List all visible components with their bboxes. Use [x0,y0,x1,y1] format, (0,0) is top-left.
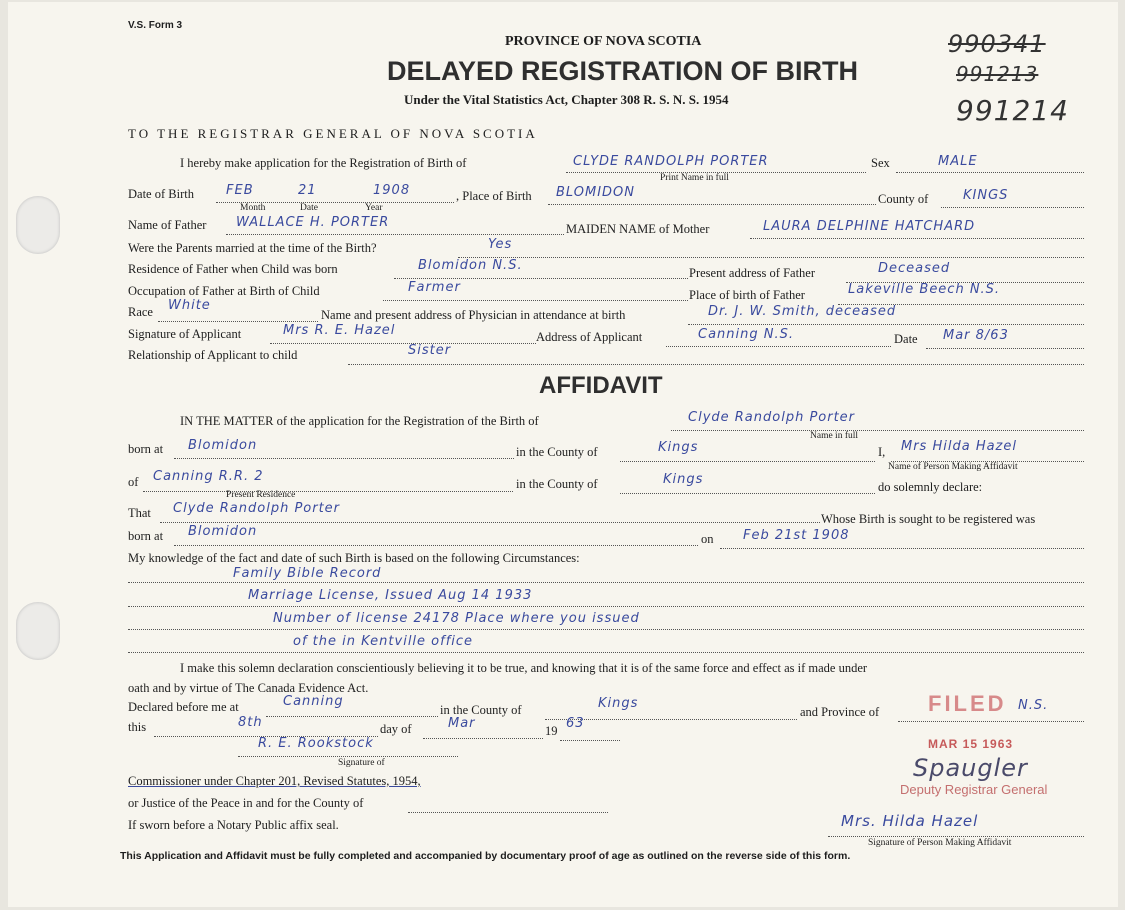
declared-province: N.S. [1018,698,1049,713]
day-of-label: day of [380,722,412,736]
residence-father-label: Residence of Father when Child was born [128,262,338,276]
punch-hole-bottom [16,602,60,660]
present-residence-note: Present Residence [226,490,296,500]
declaration-line-1: I make this solemn declaration conscientiously believing it to be true, and knowing that it is of the same force and effect as if made under [180,661,868,675]
punch-hole-top [16,196,60,254]
stamp-date: MAR 15 1963 [928,737,1014,751]
page-title: DELAYED REGISTRATION OF BIRTH [387,56,859,86]
applicant-address: Canning N.S. [698,327,794,342]
father-name: WALLACE H. PORTER [236,215,390,230]
whose-birth-label: Whose Birth is sought to be registered was [821,512,1036,526]
sig-person-note: Signature of Person Making Affidavit [868,838,1012,848]
apply-label: I hereby make application for the Registration of Birth of [180,156,467,170]
married-label: Were the Parents married at the time of the Birth? [128,241,377,255]
occupation-father-label: Occupation of Father at Birth of Child [128,284,320,298]
circumstance-1: Family Bible Record [233,566,382,581]
application-date: Mar 8/63 [943,328,1009,343]
deponent-signature: Mrs. Hilda Hazel [841,812,979,830]
mother-name: LAURA DELPHINE HATCHARD [763,219,976,234]
affidavit-born-at: Blomidon [188,438,258,453]
relationship-label: Relationship of Applicant to child [128,348,298,362]
declare-label: do solemnly declare: [878,480,983,494]
province-label: and Province of [800,705,880,719]
affidavit-born-at-2: Blomidon [188,524,258,539]
circumstance-4: of the in Kentville office [293,634,474,649]
present-father-label: Present address of Father [689,266,816,280]
signature-of-note: Signature of [338,758,385,768]
nineteen-label: 19 [545,724,558,738]
declared-day: 8th [238,715,263,730]
registration-number-crossed-2: 991213 [956,62,1039,86]
dob-label: Date of Birth [128,187,194,201]
matter-label: IN THE MATTER of the application for the Registration of the Birth of [180,414,539,428]
date-label: Date [894,332,918,346]
circumstance-2: Marriage License, Issued Aug 14 1933 [248,588,533,603]
declared-month: Mar [448,716,476,731]
form-page [8,2,1118,907]
mother-label: MAIDEN NAME of Mother [566,222,710,236]
residence-father: Blomidon N.S. [418,258,523,273]
addr-applicant-label: Address of Applicant [536,330,643,344]
registration-number-crossed-1: 990341 [948,30,1046,58]
affidavit-that-name: Clyde Randolph Porter [173,501,341,516]
this-label: this [128,720,147,734]
on-label: on [701,532,714,546]
race: White [168,298,211,313]
knowledge-label: My knowledge of the fact and date of such Birth is based on the following Circumstances: [128,551,580,565]
footer-note: This Application and Affidavit must be fully completed and accompanied by documentary proof of age as outlined on the reverse side of this form. [120,850,851,862]
dob-year: 1908 [373,183,411,198]
county-label-3: in the County of [440,703,522,717]
registration-number: 991214 [956,94,1069,127]
parents-married: Yes [488,237,513,252]
filed-stamp: FILED [928,691,1007,716]
addressee: TO THE REGISTRAR GENERAL OF NOVA SCOTIA [128,126,538,141]
deponent-name: Mrs Hilda Hazel [901,439,1017,454]
applicant-signature: Mrs R. E. Hazel [283,323,396,338]
child-name: CLYDE RANDOLPH PORTER [573,154,769,169]
that-label: That [128,506,151,520]
pob-father-label: Place of birth of Father [689,288,805,302]
affidavit-child-name: Clyde Randolph Porter [688,410,856,425]
born-at-label: born at [128,442,164,456]
declared-label: Declared before me at [128,700,239,714]
county: KINGS [963,188,1009,203]
date-note: Date [300,203,318,213]
deponent-residence: Canning R.R. 2 [153,469,264,484]
justice-label: or Justice of the Peace in and for the County of [128,796,364,810]
affidavit-county-2: Kings [663,472,704,487]
of-label: of [128,475,139,489]
dob-day: 21 [298,183,317,198]
circumstance-3: Number of license 24178 Place where you issued [273,611,640,626]
affidavit-title: AFFIDAVIT [539,372,663,399]
county-label-1: in the County of [516,445,598,459]
dob-month: FEB [226,183,254,198]
father-label: Name of Father [128,218,207,232]
province-heading: PROVINCE OF NOVA SCOTIA [505,34,702,49]
place-of-birth: BLOMIDON [556,185,636,200]
relationship: Sister [408,343,452,358]
affidavit-county-1: Kings [658,440,699,455]
i-label: I, [878,445,886,459]
physician: Dr. J. W. Smith, deceased [708,304,897,319]
notary-label: If sworn before a Notary Public affix seal. [128,818,339,832]
race-label: Race [128,305,153,319]
present-address-father: Deceased [878,261,951,276]
year-note: Year [365,203,383,213]
pob-father: Lakeville Beech N.S. [848,282,1001,297]
physician-label: Name and present address of Physician in attendance at birth [321,308,626,322]
sex-label: Sex [871,156,890,170]
month-note: Month [240,203,266,213]
commissioner-label: Commissioner under Chapter 201, Revised Statutes, 1954, [128,774,421,788]
form-number: V.S. Form 3 [128,20,183,31]
commissioner-signature: R. E. Rookstock [258,736,374,751]
county-label: County of [878,192,929,206]
page-subtitle: Under the Vital Statistics Act, Chapter 308 R. S. N. S. 1954 [404,92,729,107]
declaration-line-2: oath and by virtue of The Canada Evidence Act. [128,681,369,695]
declared-year: 63 [566,716,585,731]
declared-at: Canning [283,694,344,709]
affidavit-born-on: Feb 21st 1908 [743,528,850,543]
declared-county: Kings [598,696,639,711]
name-in-full-note: Name in full [810,431,859,441]
registrar-signature: Spaugler [913,754,1028,782]
county-label-2: in the County of [516,477,598,491]
child-sex: MALE [938,154,978,169]
name-person-note: Name of Person Making Affidavit [888,462,1018,472]
occupation-father: Farmer [408,280,461,295]
print-name-note: Print Name in full [660,173,729,183]
born-at-label-2: born at [128,529,164,543]
stamp-role: Deputy Registrar General [900,782,1048,797]
sig-applicant-label: Signature of Applicant [128,327,242,341]
pob-label: , Place of Birth [456,189,532,203]
